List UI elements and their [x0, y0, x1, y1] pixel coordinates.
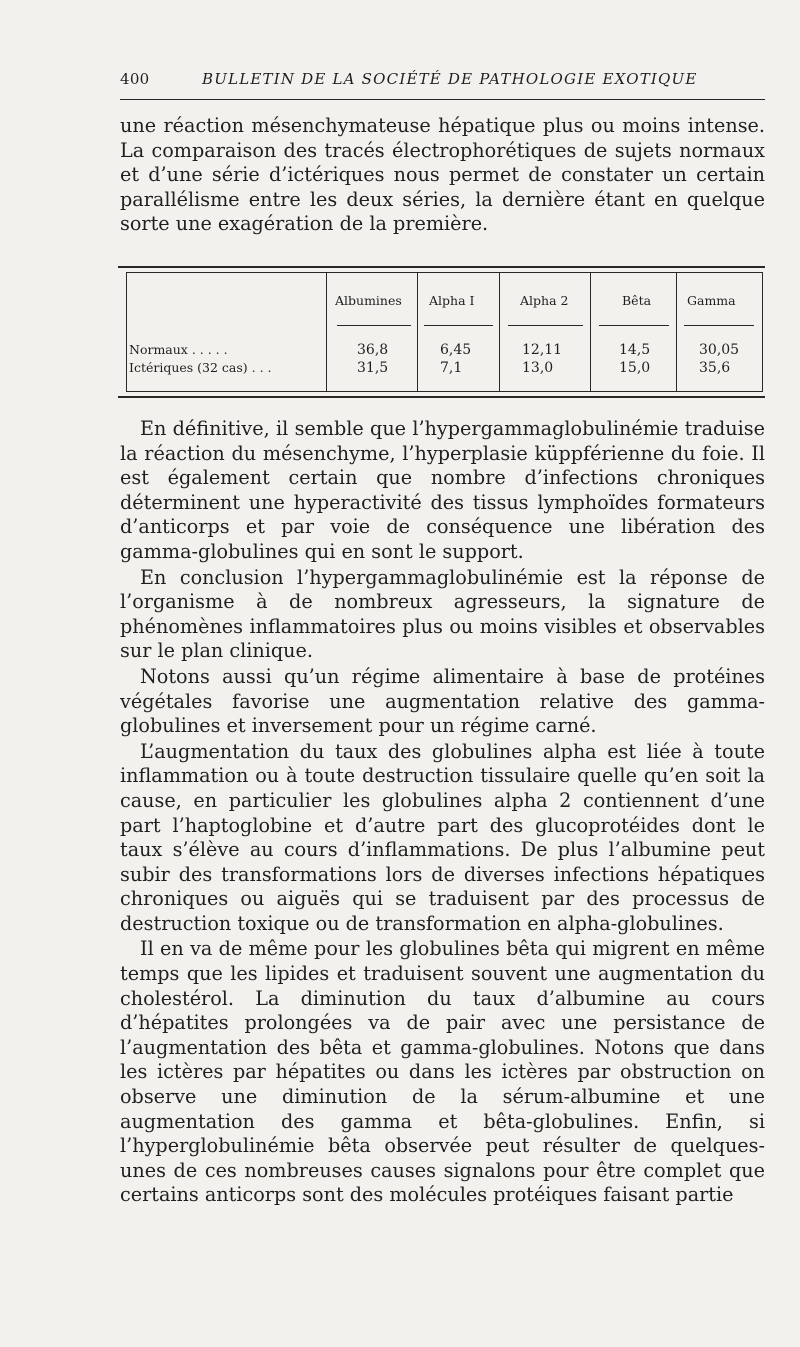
header-separator — [599, 325, 669, 326]
header-separator — [684, 325, 754, 326]
column-divider — [499, 273, 500, 391]
column-header-beta: Bêta — [622, 293, 652, 308]
header-rule — [120, 99, 765, 100]
row-label-icteriques: Ictériques (32 cas) . . . — [129, 360, 272, 375]
table-cell: 12,11 — [522, 342, 563, 358]
electrophoresis-table — [118, 266, 765, 398]
table-cell: 31,5 — [357, 360, 389, 376]
table-cell: 35,6 — [699, 360, 731, 376]
column-divider — [676, 273, 677, 391]
table-frame — [126, 272, 763, 392]
header-separator — [337, 325, 411, 326]
column-header-albumines: Albumines — [335, 293, 402, 308]
paragraph-beta-globulins: Il en va de même pour les globulines bêta qui migrent en même temps que les lipides et traduisent souvent une augmentation du cholestérol. La diminution du taux d’albumine au cours d’hépatites prolongées va de pair avec une persistance de l’augmentation des bêta et gamma-globulines. Notons que dans les ictères par hépatites ou dans les ictères par obstruction on observe une diminution de la sérum-albumine et une augmentation des gamma et bêta-globulines. Enfin, si l’hyperglobulinémie bêta observée peut résulter de quelques-unes de ces nombreuses causes signalons pour être complet que certains anticorps sont des molécules protéiques faisant partie — [120, 937, 765, 1207]
header-separator — [424, 325, 493, 326]
intro-paragraph: une réaction mésenchymateuse hépatique plus ou moins intense. La comparaison des tracés électrophorétiques de sujets normaux et d’une série d’ictériques nous permet de constater un certain parallélisme entre les deux séries, la dernière étant en quelque sorte une exagération de la première. — [120, 114, 765, 236]
table-cell: 6,45 — [440, 342, 472, 358]
paragraph-alpha-globulins: L’augmentation du taux des globulines alpha est liée à toute inflammation ou à toute destruction tissulaire quelle qu’en soit la cause, en particulier les globulines alpha 2 contiennent d’une part l’haptoglobine et d’autre part des glucoprotéides dont le taux s’élève au cours d’inflammations. De plus l’albumine peut subir des transformations lors de diverses infections hépatiques chroniques ou aiguës qui se traduisent par des processus de destruction toxique ou de transformation en alpha-globulines. — [120, 739, 765, 935]
paragraph-definitive: En définitive, il semble que l’hypergammaglobulinémie traduise la réaction du mésenchyme, l’hyperplasie küppférienne du foie. Il est également certain que nombre d’infections chroniques déterminent une hyperactivité des tissus lymphoïdes formateurs d’anticorps et par voie de conséquence une libération des gamma-globulines qui en sont le support. — [120, 417, 765, 563]
column-divider — [326, 273, 327, 391]
table-cell: 15,0 — [619, 360, 651, 376]
column-header-gamma: Gamma — [687, 293, 736, 308]
table-cell: 36,8 — [357, 342, 389, 358]
page-number: 400 — [120, 70, 150, 88]
page-header — [120, 68, 765, 96]
table-cell: 7,1 — [440, 360, 463, 376]
table-cell: 30,05 — [699, 342, 740, 358]
paragraph-conclusion: En conclusion l’hypergammaglobulinémie est la réponse de l’organisme à de nombreux agresseurs, la signature de phénomènes inflammatoires plus ou moins visibles et observables sur le plan clinique. — [120, 565, 765, 663]
column-header-alpha-2: Alpha 2 — [520, 293, 569, 308]
paragraph-regime: Notons aussi qu’un régime alimentaire à base de protéines végétales favorise une augmentation relative des gamma-globulines et inversement pour un régime carné. — [120, 664, 765, 738]
running-title: BULLETIN DE LA SOCIÉTÉ DE PATHOLOGIE EXOTIQUE — [202, 70, 698, 88]
table-cell: 14,5 — [619, 342, 651, 358]
intro-section — [120, 114, 765, 237]
header-separator — [508, 325, 583, 326]
column-divider — [417, 273, 418, 391]
row-label-normaux: Normaux . . . . . — [129, 342, 228, 357]
column-header-alpha-1: Alpha I — [429, 293, 475, 308]
body-text — [120, 417, 765, 1209]
column-divider — [590, 273, 591, 391]
table-cell: 13,0 — [522, 360, 554, 376]
